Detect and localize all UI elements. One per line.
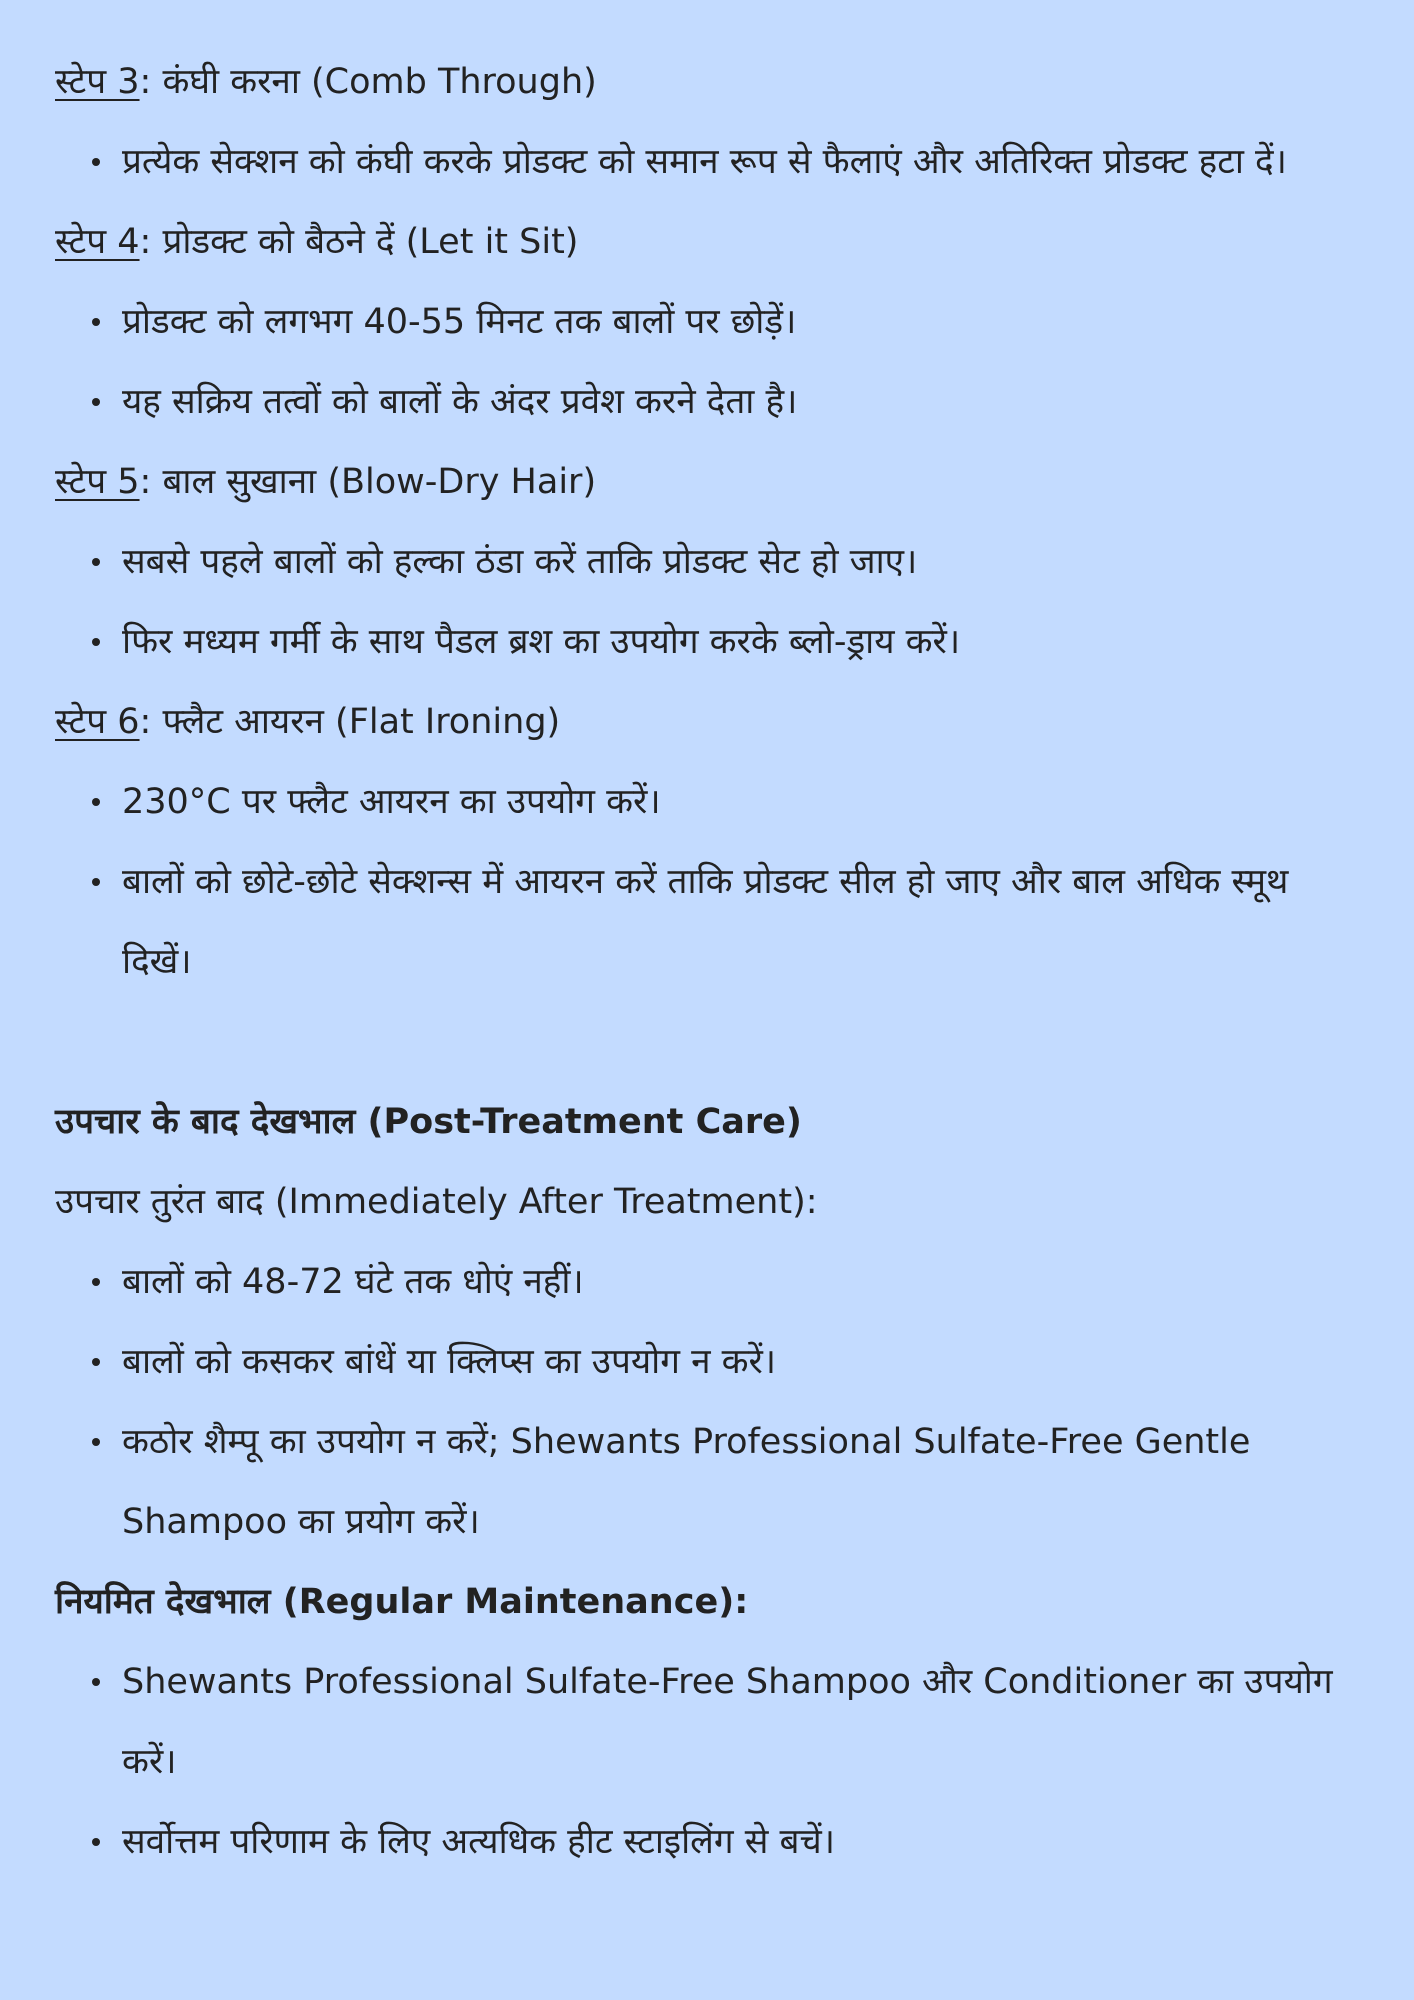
list-item-text: 230°C पर फ्लैट आयरन का उपयोग करें। <box>122 782 661 822</box>
immediate-care-heading: उपचार तुरंत बाद (Immediately After Treatment): <box>55 1182 818 1222</box>
list-item-text: बालों को छोटे-छोटे सेक्शन्स में आयरन करें ताकि प्रोडक्ट सील हो जाए और बाल अधिक स्मूथ दिखें। <box>122 862 1289 982</box>
list-item-text: कठोर शैम्पू का उपयोग न करें; Shewants Professional Sulfate-Free Gentle Shampoo का प्रयोग करें। <box>122 1422 1251 1542</box>
step-4-heading <box>55 202 1359 282</box>
list-item-text: प्रोडक्ट को लगभग 40-55 मिनट तक बालों पर छोड़ें। <box>122 302 797 342</box>
list-item <box>55 1322 1359 1402</box>
step-label: स्टेप 4 <box>55 222 140 262</box>
list-item <box>55 122 1359 202</box>
bullet-icon <box>92 1838 100 1846</box>
step-title: : बाल सुखाना (Blow-Dry Hair) <box>139 462 597 502</box>
list-item-text: सबसे पहले बालों को हल्का ठंडा करें ताकि प्रोडक्ट सेट हो जाए। <box>122 542 918 582</box>
step-title: : कंघी करना (Comb Through) <box>139 62 597 102</box>
list-item-text: Shewants Professional Sulfate-Free Shampoo और Conditioner का उपयोग करें। <box>122 1662 1333 1782</box>
immediate-care-list <box>55 1242 1359 1562</box>
list-item <box>55 842 1359 1002</box>
bullet-icon <box>92 638 100 646</box>
list-item <box>55 282 1359 362</box>
list-item-text: यह सक्रिय तत्वों को बालों के अंदर प्रवेश करने देता है। <box>122 382 798 422</box>
step-label: स्टेप 5 <box>55 462 140 502</box>
list-item <box>55 762 1359 842</box>
list-item <box>55 362 1359 442</box>
step-6-list <box>55 762 1359 1002</box>
step-3-heading <box>55 42 1359 122</box>
bullet-icon <box>92 398 100 406</box>
step-3-list <box>55 122 1359 202</box>
bullet-icon <box>92 1438 100 1446</box>
list-item <box>55 522 1359 602</box>
bullet-icon <box>92 798 100 806</box>
step-title: : प्रोडक्ट को बैठने दें (Let it Sit) <box>139 222 579 262</box>
list-item-text: बालों को 48-72 घंटे तक धोएं नहीं। <box>122 1262 584 1302</box>
post-care-heading: उपचार के बाद देखभाल (Post-Treatment Care) <box>55 1102 802 1142</box>
section-spacer <box>55 1002 1359 1082</box>
list-item-text: फिर मध्यम गर्मी के साथ पैडल ब्रश का उपयोग करके ब्लो-ड्राय करें। <box>122 622 961 662</box>
bullet-icon <box>92 1278 100 1286</box>
list-item <box>55 1242 1359 1322</box>
list-item-text: प्रत्येक सेक्शन को कंघी करके प्रोडक्ट को समान रूप से फैलाएं और अतिरिक्त प्रोडक्ट हटा दें। <box>122 142 1287 182</box>
list-item-text: बालों को कसकर बांधें या क्लिप्स का उपयोग न करें। <box>122 1342 777 1382</box>
step-6-heading <box>55 682 1359 762</box>
bullet-icon <box>92 878 100 886</box>
bullet-icon <box>92 1358 100 1366</box>
step-label: स्टेप 6 <box>55 702 140 742</box>
list-item <box>55 1402 1359 1562</box>
bullet-icon <box>92 158 100 166</box>
step-label: स्टेप 3 <box>55 62 140 102</box>
list-item <box>55 1642 1359 1802</box>
list-item <box>55 1802 1359 1882</box>
step-4-list <box>55 282 1359 442</box>
list-item-text: सर्वोत्तम परिणाम के लिए अत्यधिक हीट स्टाइलिंग से बचें। <box>122 1822 835 1862</box>
bullet-icon <box>92 558 100 566</box>
list-item <box>55 602 1359 682</box>
step-5-list <box>55 522 1359 682</box>
step-5-heading <box>55 442 1359 522</box>
bullet-icon <box>92 318 100 326</box>
step-title: : फ्लैट आयरन (Flat Ironing) <box>139 702 561 742</box>
regular-care-heading: नियमित देखभाल (Regular Maintenance): <box>55 1582 749 1622</box>
bullet-icon <box>92 1678 100 1686</box>
regular-care-list <box>55 1642 1359 1882</box>
